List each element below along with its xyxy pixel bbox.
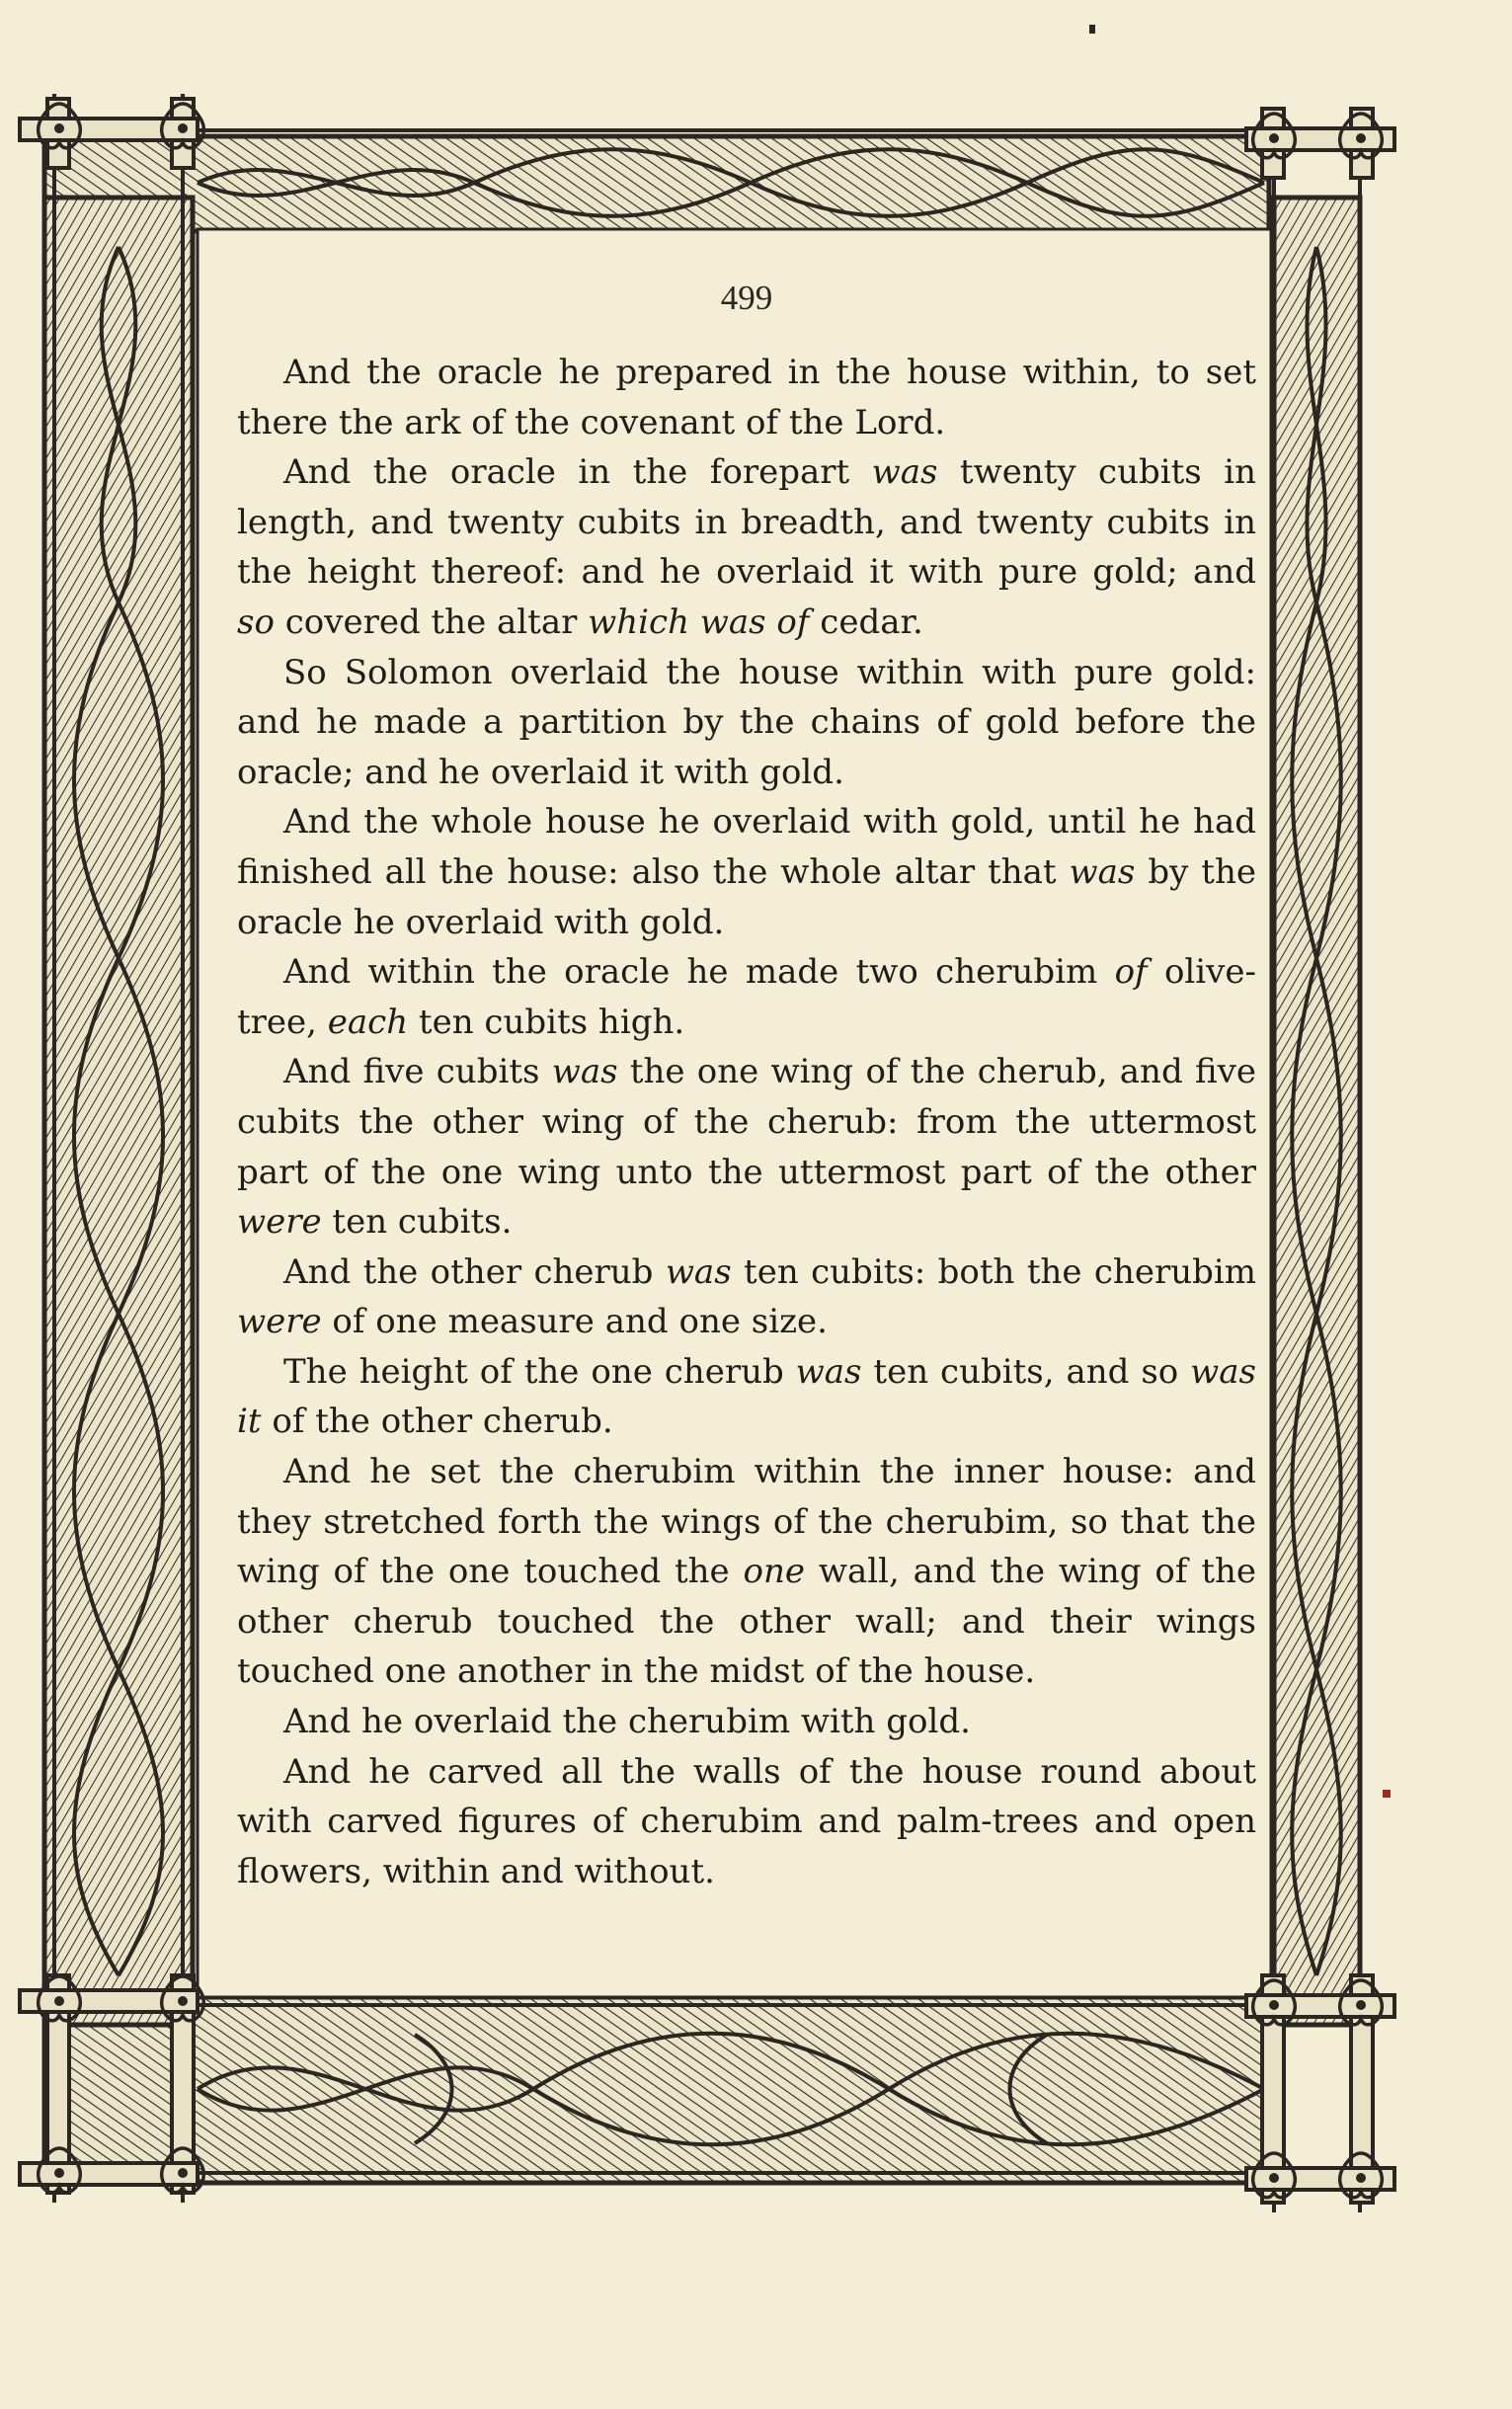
italic-word: was <box>871 452 938 493</box>
italic-word: each <box>327 1002 409 1042</box>
italic-word: were <box>237 1202 322 1243</box>
verse-text: And he set the cherubim within the inner house: and they stretched forth the wings of the cherubim, so that the wing of the one touched the <box>237 1452 1256 1592</box>
italic-word: was <box>1069 851 1136 892</box>
verse-paragraph <box>237 1447 1256 1697</box>
verse-paragraph <box>237 1347 1256 1447</box>
verse-text: of one measure and one size. <box>321 1302 828 1342</box>
verse-paragraph <box>237 648 1256 798</box>
verse-text: And he carved all the walls of the house round about with carved figures of cherubim and palm-trees and open flowers, within and without. <box>237 1751 1256 1891</box>
italic-word: of <box>1114 952 1148 993</box>
verse-paragraph <box>237 447 1256 647</box>
verse-text: ten cubits: both the cherubim <box>731 1251 1256 1292</box>
verse-text: cedar. <box>809 602 923 642</box>
verse-paragraph <box>237 1247 1256 1347</box>
verse-text: And he overlaid the cherubim with gold. <box>283 1702 971 1742</box>
verse-text: the one wing of the cherub, and five cubits the other wing of the cherub: from the uttermost part of the one wing unto the uttermost part of the other <box>237 1052 1256 1192</box>
verse-paragraph <box>237 1697 1256 1747</box>
verse-text: covered the altar <box>274 602 589 642</box>
verse-text: The height of the one cherub <box>283 1351 796 1392</box>
verse-text: And within the oracle he made two cherubim <box>283 952 1115 993</box>
italic-word: one <box>743 1552 805 1592</box>
border-left <box>44 198 193 2025</box>
verse-text: So Solomon overlaid the house within with pure gold: and he made a partition by the chains of gold before the oracle; and he overlaid it with gold. <box>237 652 1256 792</box>
border-top <box>44 136 1269 231</box>
verse-paragraph <box>237 947 1256 1047</box>
verse-text: by the oracle he overlaid with gold. <box>237 851 1256 942</box>
italic-word: was <box>551 1052 618 1092</box>
italic-word: was <box>795 1351 862 1392</box>
verse-text: of the other cherub. <box>261 1402 613 1442</box>
italic-word: was it <box>237 1351 1256 1442</box>
verse-list <box>237 348 1256 1896</box>
verse-text: And the other cherub <box>283 1251 666 1292</box>
verse-text: And the oracle in the forepart <box>283 452 872 493</box>
verse-text: ten cubits high. <box>408 1002 685 1042</box>
verse-text: ten cubits. <box>321 1202 513 1243</box>
verse-text: twenty cubits in length, and twenty cubits in breadth, and twenty cubits in the height thereof: and he overlaid it with pure gold; and <box>237 452 1256 593</box>
verse-paragraph <box>237 1047 1256 1246</box>
verse-text: And five cubits <box>283 1052 552 1092</box>
verse-paragraph <box>237 797 1256 947</box>
italic-word: were <box>237 1302 322 1342</box>
verse-text: wall, and the wing of the other cherub touched the other wall; and their wings touched one another in the midst of the house. <box>237 1552 1257 1692</box>
verse-paragraph <box>237 1747 1256 1897</box>
italic-word: so <box>237 602 275 642</box>
verse-text: olive-tree, <box>237 952 1257 1042</box>
page-number: 499 <box>720 279 773 317</box>
verse-paragraph <box>237 348 1256 447</box>
ink-speck <box>1089 25 1095 34</box>
italic-word: was <box>665 1251 732 1292</box>
italic-word: which was of <box>588 602 810 642</box>
border-bottom <box>44 1997 1274 2183</box>
verse-text: And the oracle he prepared in the house within, to set there the ark of the covenant of the Lord. <box>237 353 1256 442</box>
margin-speck <box>1383 1790 1391 1798</box>
verse-text: ten cubits, and so <box>861 1351 1191 1392</box>
border-right <box>1274 198 1360 2025</box>
verse-text: And the whole house he overlaid with gold, until he had finished all the house: also the whole altar that <box>237 802 1256 892</box>
text-block <box>237 269 1256 1985</box>
